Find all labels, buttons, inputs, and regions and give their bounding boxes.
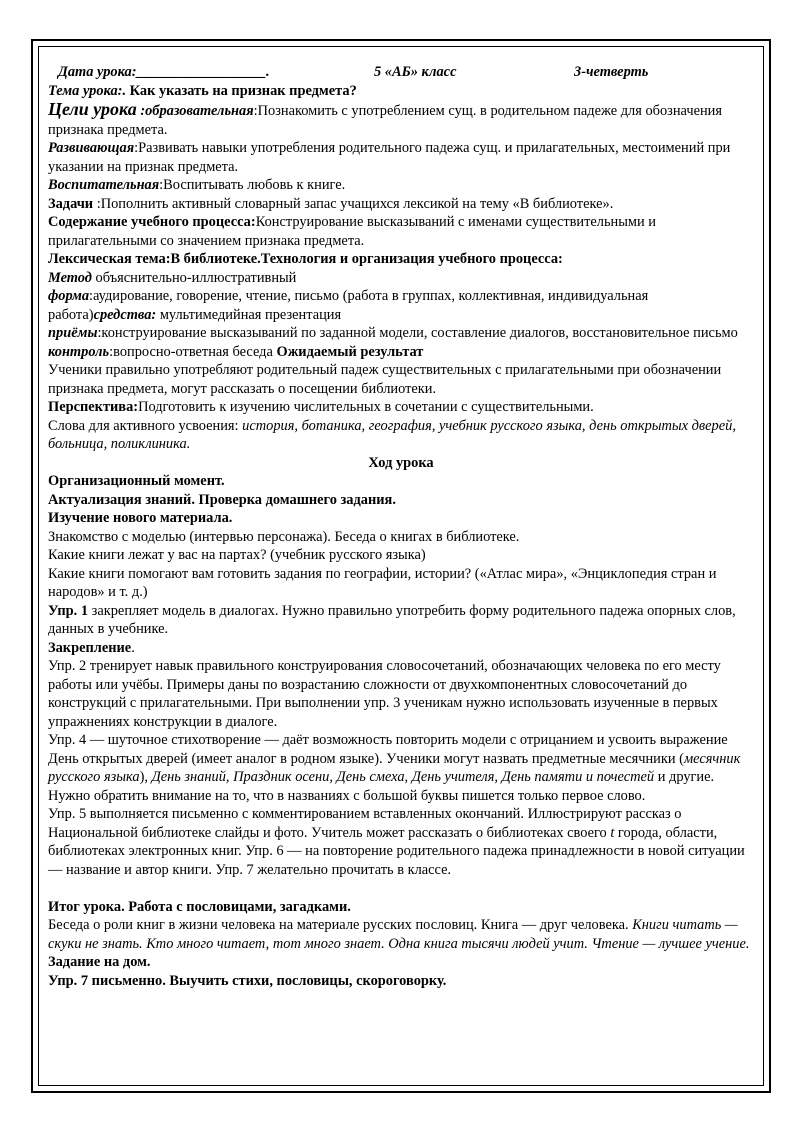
- goals-edu-label: :образовательная: [136, 103, 254, 119]
- class-label: 5 «АБ» класс: [374, 64, 457, 80]
- stage-actualization: Актуализация знаний. Проверка домашнего задания.: [48, 491, 396, 508]
- process-line: [48, 213, 754, 250]
- exercise-1-text: закрепляет модель в диалогах. Нужно правильно употребить форму родительного падежа опорных слов, данных в учебнике.: [48, 602, 736, 637]
- lesson-plan: [48, 63, 754, 990]
- tasks-label: Задачи: [48, 195, 94, 212]
- goals-dev-text: :Развивать навыки употребления родительного падежа сущ. и прилагательных, местоимений при указании на признак предмета.: [48, 140, 731, 175]
- topic-line: [48, 82, 754, 101]
- control-text: :вопросно-ответная беседа: [109, 343, 277, 360]
- active-words: [48, 417, 754, 454]
- exercise-4-text-2: ),: [139, 769, 152, 785]
- goals-dev: [48, 139, 754, 176]
- form-line: [48, 287, 754, 324]
- lex-theme: Лексическая тема:В библиотеке.Технология и организация учебного процесса:: [48, 251, 563, 267]
- perspective-label: Перспектива:: [48, 399, 139, 415]
- consolidation-dot: .: [131, 639, 135, 656]
- goals-label: Цели урока: [48, 99, 137, 119]
- exercise-4-italic-1: месячник русского языка: [48, 750, 741, 785]
- spacer: [48, 879, 754, 898]
- exercise-5-italic: t: [610, 824, 615, 841]
- techniques-label: приёмы: [48, 325, 98, 341]
- means-text: мультимедийная презентация: [156, 306, 342, 323]
- lesson-title: Ход урока: [368, 454, 434, 471]
- active-words-text: история, ботаника, география, учебник русского языка, день открытых дверей, больница, поликлиника.: [48, 417, 736, 452]
- topic-label: Тема урока:.: [48, 82, 127, 99]
- date-field: [58, 63, 374, 82]
- techniques-text: :конструирование высказываний по заданной модели, составление диалогов, восстановительное письмо: [97, 325, 738, 341]
- stage-org: Организационный момент.: [48, 473, 225, 489]
- means-label: средства:: [93, 306, 157, 323]
- process-text: Конструирование высказываний с именами существительными и прилагательными со значением признака предмета.: [48, 214, 657, 249]
- perspective-text: Подготовить к изучению числительных в сочетании с существительными.: [138, 399, 594, 415]
- method-line: [48, 269, 754, 288]
- goals-edu-text: :Познакомить с употреблением сущ. в родительном падеже для обозначения признака предмета.: [48, 103, 723, 138]
- goals-edu: [48, 100, 754, 139]
- consolidation-heading: [48, 639, 754, 658]
- proverbs-italic: Книги читать — скуки не знать. Кто много читает, тот много знает. Одна книга тысячи людей учит. Чтение — лучшее учение.: [48, 917, 750, 952]
- exercise-5-text-2: города, области, библиотеках электронных книг. Упр. 6 — на повторение родительного падежа принадлежности в новой ситуации — название и автор книги. Упр. 7 желательно прочитать в классе.: [48, 824, 745, 878]
- goals-vos: [48, 176, 754, 195]
- result-text: Ученики правильно употребляют родительный падеж существительных с прилагательными при обозначении признака предмета, могут рассказать о посещении библиотеки.: [48, 362, 722, 397]
- exercise-4: [48, 731, 754, 805]
- homework-text: Упр. 7 письменно. Выучить стихи, пословицы, скороговорку.: [48, 972, 447, 989]
- tasks-text: :Пополнить активный словарный запас учащихся лексикой на тему «В библиотеке».: [93, 195, 614, 212]
- result-label: Ожидаемый результат: [276, 343, 424, 360]
- active-words-label: Слова для активного усвоения:: [48, 417, 243, 434]
- paragraph-question-1: Какие книги лежат у вас на партах? (учебник русского языка): [48, 547, 426, 563]
- stage-new-material: Изучение нового материала.: [48, 510, 233, 526]
- header-row: [48, 63, 754, 82]
- exercise-2: Упр. 2 тренирует навык правильного конструирования словосочетаний, обозначающих человека по его месту работы или учёбы. Примеры даны по возрастанию сложности от двухкомпонентных словосочетаний до конструкций с прилагательными. При выполнении упр. 3 ученикам нужно использовать изученные в первых упражнениях конструкции в диалоге.: [48, 658, 721, 730]
- goals-dev-label: Развивающая: [48, 140, 135, 156]
- topic-text: Как указать на признак предмета?: [126, 82, 357, 99]
- exercise-4-italic-2: День знаний, Праздник осени, День смеха, День учителя, День памяти и почестей: [151, 769, 655, 785]
- goals-vos-text: :Воспитывать любовь к книге.: [159, 177, 346, 193]
- exercise-5-text-1: Упр. 5 выполняется письменно с комментированием вставленных окончаний. Иллюстрируют рассказ о Национальной библиотеке слайды и фото. Учитель может рассказать о библиотеках своего: [48, 806, 682, 841]
- summary-heading: Итог урока. Работа с пословицами, загадками.: [48, 898, 351, 915]
- control-label: контроль: [48, 343, 110, 360]
- exercise-4-text-1: Упр. 4 — шуточное стихотворение — даёт возможность повторить модели с отрицанием и усвоить выражение День открытых дверей (имеет аналог в родном языке). Ученики могут назвать предметные месячники (: [48, 732, 728, 767]
- process-label: Содержание учебного процесса:: [48, 214, 256, 230]
- proverbs-paragraph: [48, 916, 754, 953]
- goals-vos-label: Воспитательная: [48, 177, 160, 193]
- exercise-5: [48, 805, 754, 879]
- techniques-line: [48, 324, 754, 361]
- exercise-4-text-3: и другие. Нужно обратить внимание на то, что в названиях с большой буквы пишется только первое слово.: [48, 769, 715, 804]
- exercise-1: [48, 602, 754, 639]
- form-text: :аудирование, говорение, чтение, письмо (работа в группах, коллективная, индивидуальная работа): [48, 288, 649, 323]
- homework-label: Задание на дом.: [48, 954, 151, 970]
- paragraph-model: Знакомство с моделью (интервью персонажа). Беседа о книгах в библиотеке.: [48, 528, 520, 545]
- method-text: объяснительно-иллюстративный: [91, 269, 297, 286]
- method-label: Метод: [48, 269, 92, 286]
- quarter-label: 3-четверть: [574, 64, 649, 80]
- paragraph-question-2: Какие книги помогают вам готовить задания по географии, истории? («Атлас мира», «Энциклопедия стран и народов» и т. д.): [48, 565, 717, 600]
- proverbs-text: Беседа о роли книг в жизни человека на материале русских пословиц. Книга — друг человека.: [48, 917, 633, 933]
- date-label: Дата урока:: [58, 64, 137, 80]
- form-label: форма: [48, 288, 90, 304]
- perspective-line: [48, 398, 754, 417]
- tasks-line: [48, 195, 754, 214]
- exercise-1-label: Упр. 1: [48, 602, 89, 619]
- consolidation-label: Закрепление: [48, 639, 132, 656]
- date-blank: __________________.: [136, 64, 270, 80]
